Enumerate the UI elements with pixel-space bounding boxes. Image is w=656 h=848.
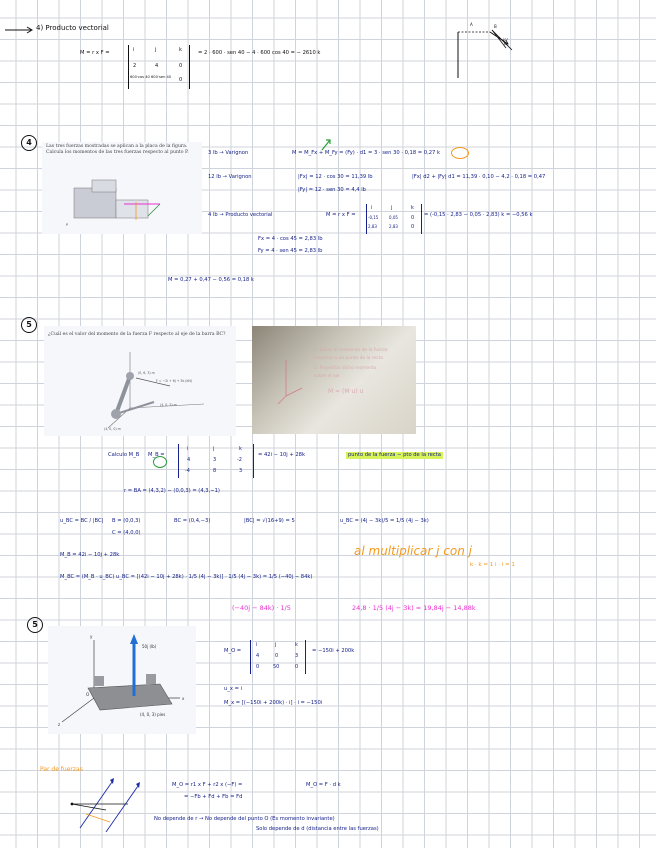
p2-bc-mod: |BC| = √(16+9) = 5 <box>244 518 295 524</box>
axis-label-b: B <box>494 24 497 29</box>
problem3-card <box>48 626 196 734</box>
pair-line2: = −Fb + Fd + Fb = Fd <box>184 794 243 800</box>
green-arrow-icon <box>320 138 334 152</box>
p1-line3-label: 4 lb → Producto vectorial <box>208 212 273 218</box>
problem1-statement: Las tres fuerzas mostradas se aplican a la placa de la figura. Calcula los momentos de las tres fuerzas respecto al punto P. <box>46 144 189 155</box>
p2-pink1: (−40j − 84k) · 1/5 <box>232 604 291 612</box>
svg-text:P: P <box>66 223 69 227</box>
svg-text:(0, 6, 3) m: (0, 6, 3) m <box>138 371 155 375</box>
fig-force-label: 50j (lb) <box>142 644 157 649</box>
bar-figure <box>94 348 214 432</box>
p2-mat-lhs: M_B = <box>148 452 165 458</box>
p2-orange-sub: k · k = 1 i · i = 1 <box>470 562 515 568</box>
highlight-ring <box>451 147 469 159</box>
p3-ux: u_x = i <box>224 686 243 692</box>
p2-pink2: 24,8 · 1/5 (4j − 3k) = 19,84j − 14,88k <box>352 604 476 612</box>
green-ring <box>153 456 167 468</box>
p2-mb: M_B = 42i − 10j + 28k <box>60 552 120 558</box>
fig-point-label: (4, 0, 3) pies <box>140 712 166 717</box>
board-line-4: sobre el eje <box>314 374 340 379</box>
problem1-number: 4 <box>21 135 37 151</box>
board-line-1: 1. Saber el momento de la fuerza <box>314 348 388 353</box>
svg-text:(4, 0, 0) m: (4, 0, 0) m <box>104 427 121 431</box>
p2-point-b: B = (0,0,3) <box>112 518 141 524</box>
p3-mat-lhs: M_O = <box>224 648 242 654</box>
svg-text:F = −2i + 6j + 3k (kN): F = −2i + 6j + 3k (kN) <box>156 379 193 383</box>
axis-label-a: A <box>470 22 473 27</box>
section4-formula-rhs: = 2 · 600 · sen 40 − 4 · 600 cos 40 = − 2610 k <box>198 50 321 56</box>
board-line-2: respecto a un punto de la recta <box>314 356 384 361</box>
platform-figure <box>48 626 196 734</box>
svg-text:(4, 0, 2) m: (4, 0, 2) m <box>160 403 177 407</box>
section4-matrix: i j k 2 4 0 600·cos 40 600·sen 40 0 <box>128 45 190 89</box>
p1-line2a: |Fx| = 12 · cos 30 = 11,39 lb <box>298 174 373 180</box>
plate-figure <box>64 176 194 232</box>
p2-matrix: i j k 4 3 -2 -4 8 3 <box>178 444 254 478</box>
p1-line1-label: 3 lb → Varignon <box>208 150 249 156</box>
p1-line3-rhs: = (-0,15 · 2,83 − 0,05 · 2,83) k = −0,56 k <box>424 212 533 218</box>
arrow-right-icon <box>5 26 35 34</box>
p1-line2b: |Fy| = 12 · sen 30 = 4,4 lb <box>298 187 366 193</box>
p2-orange-note: al multiplicar j con j <box>354 544 472 558</box>
board-line-5: M = (M·u) u <box>328 388 364 395</box>
p1-line2-label: 12 lb → Varignon <box>208 174 252 180</box>
p2-r-line: r = BA = (4,3,2) − (0,0,3) = (4,3,−1) <box>124 488 220 494</box>
fig-axis-z: z <box>58 722 61 727</box>
pair-line3: M_O = F · d k <box>306 782 341 788</box>
problem1-card <box>42 142 202 234</box>
p2-mat-rhs: = 42i − 10j + 28k <box>258 452 305 458</box>
p3-mx: M_x = [(−150i + 200k) · i] · i = −150i <box>224 700 323 706</box>
pair-line4a: No depende de r → No depende del punto O (Es momento invariante) <box>154 816 335 822</box>
axes-diagram-icon <box>448 22 528 82</box>
force-couple-figure <box>66 774 146 836</box>
whiteboard-photo <box>252 326 416 434</box>
p2-u-line: u_BC = BC / |BC| <box>60 518 104 524</box>
p2-calc-label: Calculo M_B <box>108 452 140 458</box>
pair-line1: M_O = r1 x F + r2 x (−F) = <box>172 782 243 788</box>
pair-line4b: Solo depende de d (distancia entre las fuerzas) <box>256 826 379 832</box>
axis-label-angle: 40° <box>502 38 509 42</box>
p2-u-result: u_BC = (4j − 3k)/5 = 1/5 (4j − 3k) <box>340 518 429 524</box>
board-sketch <box>276 356 306 406</box>
p2-mbc: M_BC = (M_B · u_BC) u_BC = [(42i − 10j + 28k) · 1/5 (4j − 3k)] · 1/5 (4j − 3k) = 1/5 (−40j − 84k) <box>60 574 313 580</box>
problem2-card <box>44 326 236 436</box>
section4-title: 4) Producto vectorial <box>36 24 109 32</box>
p1-line2c: |Fx| d2 + |Fy| d1 = 11,39 · 0,10 − 4,2 · 0,18 = 0,47 <box>412 174 546 180</box>
p1-line3-fy: Fy = 4 · sen 45 = 2,83 lb <box>258 248 323 254</box>
problem2-number: 5 <box>21 317 37 333</box>
fig-origin: O <box>86 692 90 697</box>
p2-note: punto de la fuerza − pto de la recta <box>348 452 441 458</box>
problem2-statement: ¿Cuál es el valor del momento de la fuerza F respecto al eje de la barra BC? <box>48 332 226 337</box>
fig-axis-x: x <box>182 696 185 701</box>
board-line-3: 2. Proyectar dicho momento <box>314 366 377 371</box>
p1-line3: M = r x F = <box>326 212 356 218</box>
p1-line3-fx: Fx = 4 · cos 45 = 2,83 lb <box>258 236 323 242</box>
pair-title: Par de fuerzas <box>40 766 83 773</box>
p2-bc: BC = (0,4,−3) <box>174 518 211 524</box>
problem3-number: 5 <box>27 617 43 633</box>
fig-axis-y: y <box>90 634 93 639</box>
p3-matrix: i j k 4 0 3 0 50 0 <box>250 640 306 674</box>
p1-line3-matrix: i j k -0,15 0,05 0 2,83 2,83 0 <box>366 204 422 234</box>
section4-formula-lhs: M = r x F = <box>80 50 110 56</box>
p2-point-c: C = (4,0,0) <box>112 530 141 536</box>
p1-total: M = 0,27 + 0,47 − 0,56 = 0,18 k <box>168 277 254 283</box>
p1-line1: M = M_Fx + M_Fy = (Fy) · d1 = 3 · sen 30 · 0,18 = 0,27 k <box>292 150 441 156</box>
p3-mat-rhs: = −150i + 200k <box>312 648 355 654</box>
